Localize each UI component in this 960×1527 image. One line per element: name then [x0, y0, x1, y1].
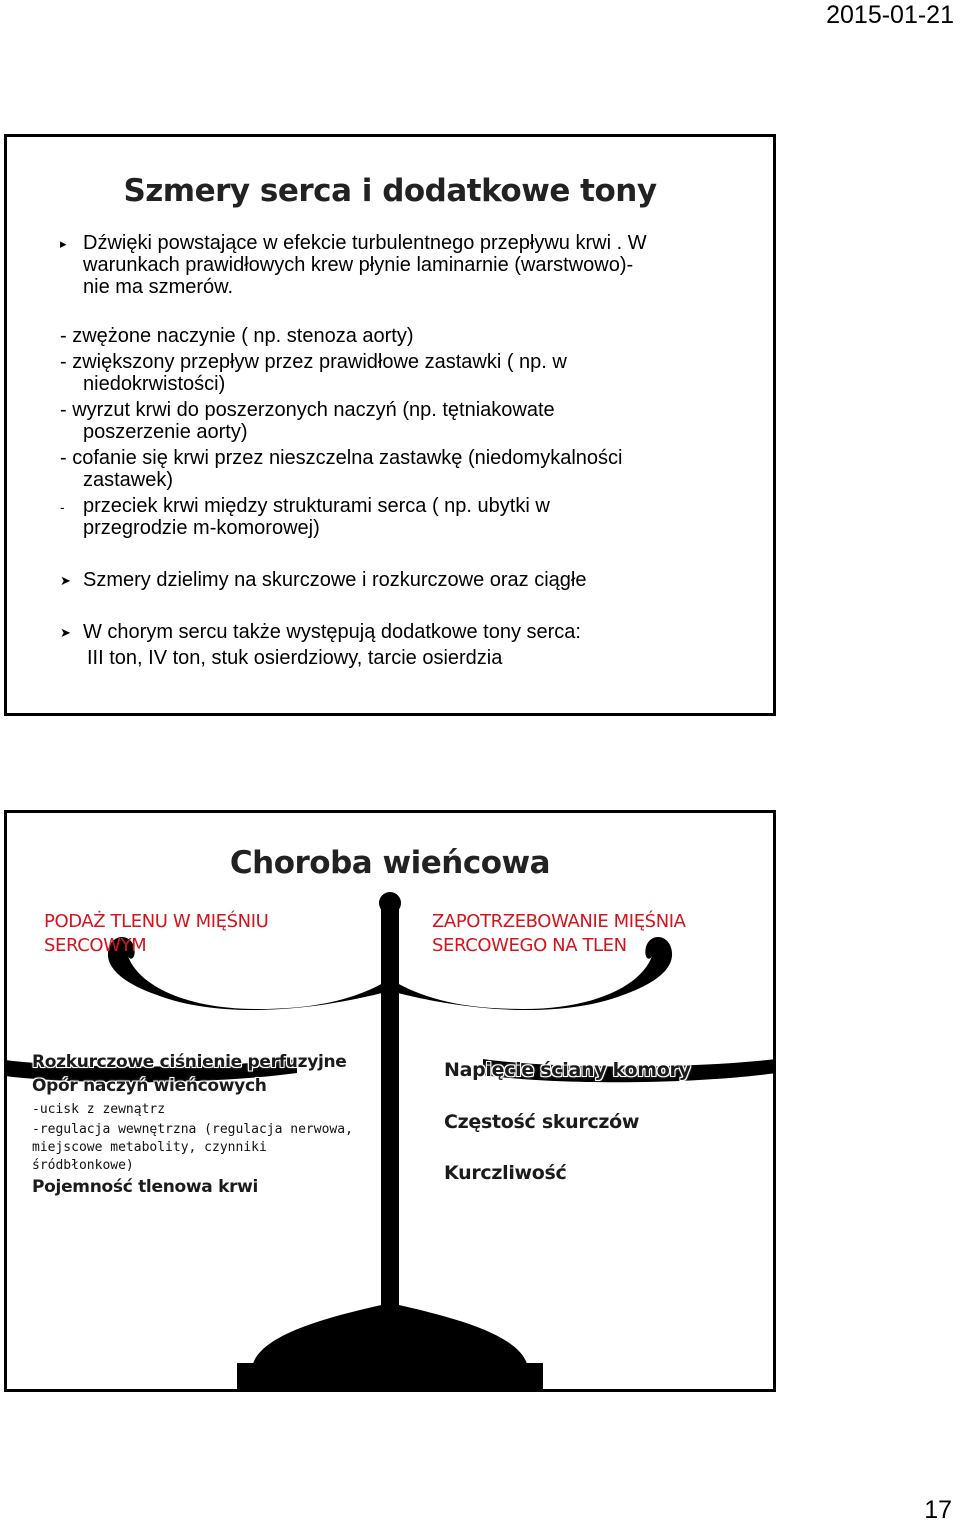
demand-wall-tension: Napięcie ściany komory [444, 1059, 691, 1081]
supply-vascular-resistance: Opór naczyń wieńcowych [32, 1076, 267, 1096]
slide-coronary-disease [4, 810, 776, 1392]
cause-item-cont: przegrodzie m-komorowej) [83, 517, 320, 539]
intro-line: warunkach prawidłowych krew płynie laminarnie (warstwowo)- [83, 254, 634, 276]
cause-item-cont: niedokrwistości) [83, 373, 226, 395]
supply-sub-item: -regulacja wewnętrzna (regulacja nerwowa, [32, 1122, 353, 1137]
triangle-bullet-icon: ▸ [60, 236, 67, 251]
intro-line: nie ma szmerów. [83, 276, 234, 298]
extra-sounds-list: III ton, IV ton, stuk osierdziowy, tarcie osierdzia [87, 647, 503, 669]
demand-heart-rate: Częstość skurczów [444, 1111, 640, 1133]
extra-sounds-bullet: W chorym sercu także występują dodatkowe tony serca: [83, 621, 581, 643]
intro-line: Dźwięki powstające w efekcie turbulentnego przepływu krwi . W [83, 232, 647, 254]
page-number: 17 [924, 1496, 952, 1524]
demand-contractility: Kurczliwość [444, 1162, 567, 1184]
supply-heading: PODAŻ TLENU W MIĘŚNIU [44, 911, 269, 932]
cause-item: - zwiększony przepływ przez prawidłowe zastawki ( np. w [60, 351, 567, 373]
supply-sub-item: -ucisk z zewnątrz [32, 1102, 166, 1117]
cause-item: - wyrzut krwi do poszerzonych naczyń (np. tętniakowate [60, 399, 555, 421]
supply-oxygen-capacity: Pojemność tlenowa krwi [32, 1177, 259, 1197]
slide-title: Choroba wieńcowa [229, 845, 551, 881]
arrow-bullet-icon: ➤ [60, 625, 71, 640]
demand-heading: SERCOWEGO NA TLEN [432, 935, 627, 956]
cause-item-cont: poszerzenie aorty) [83, 421, 248, 443]
cause-item: - zwężone naczynie ( np. stenoza aorty) [60, 325, 414, 347]
cause-item: przeciek krwi między strukturami serca ( np. ubytki w [83, 495, 550, 517]
classification-bullet: Szmery dzielimy na skurczowe i rozkurczowe oraz ciągłe [83, 569, 587, 591]
supply-perfusion-pressure: Rozkurczowe ciśnienie perfuzyjne [32, 1052, 347, 1072]
page-date: 2015-01-21 [826, 1, 954, 29]
demand-heading: ZAPOTRZEBOWANIE MIĘŚNIA [432, 911, 686, 932]
cause-item-cont: zastawek) [83, 469, 174, 491]
slide-heart-murmurs [4, 134, 776, 716]
cause-item: - cofanie się krwi przez nieszczelna zastawkę (niedomykalności [60, 447, 623, 469]
slide-title: Szmery serca i dodatkowe tony [123, 173, 657, 209]
supply-sub-item: miejscowe metabolity, czynniki [32, 1140, 267, 1155]
supply-heading: SERCOWYM [44, 935, 147, 956]
supply-sub-item: śródbłonkowe) [32, 1158, 134, 1173]
arrow-bullet-icon: ➤ [60, 573, 71, 588]
dash-marker: - [60, 499, 65, 515]
